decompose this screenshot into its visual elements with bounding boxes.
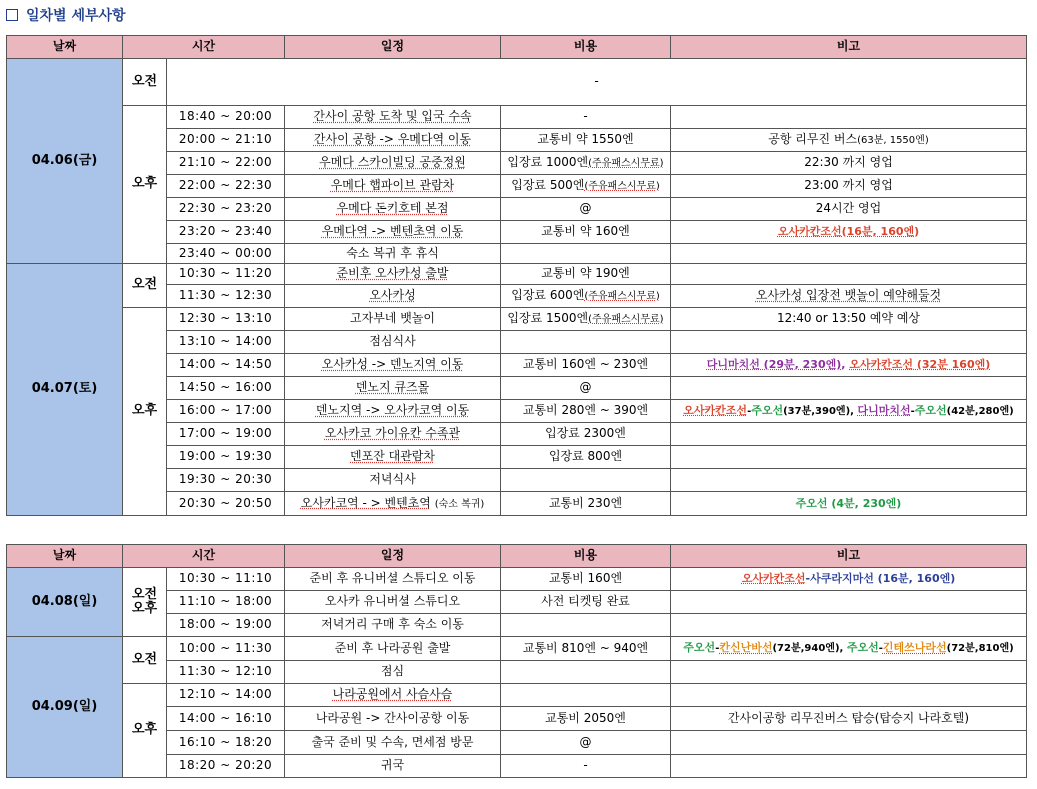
cost-cell: 교통비 810엔 ~ 940엔 [501,637,671,661]
time-cell: 10:30 ~ 11:10 [167,568,285,591]
table-row [7,308,1027,331]
time-cell: 14:00 ~ 14:50 [167,354,285,377]
header-date: 날짜 [7,545,123,568]
time-cell: 13:10 ~ 14:00 [167,331,285,354]
schedule-cell: 저녁식사 [285,469,501,492]
period-pm: 오후 [123,308,167,516]
section-title [6,4,126,26]
note-cell [671,684,1027,707]
period-ampm: 오전 오후 [123,568,167,637]
time-cell: 22:00 ~ 22:30 [167,175,285,198]
cost-cell [501,244,671,264]
time-cell: 18:20 ~ 20:20 [167,755,285,778]
header-time: 시간 [123,36,285,59]
schedule-cell: 고자부네 뱃놀이 [285,308,501,331]
note-cell [671,731,1027,755]
cost-cell: 교통비 2050엔 [501,707,671,731]
date-cell: 04.09(일) [7,637,123,778]
checkbox-square-icon [6,9,18,21]
schedule-table-2 [6,544,1027,778]
time-cell: 19:30 ~ 20:30 [167,469,285,492]
note-cell: 오사카칸조선-사쿠라지마선 (16분, 160엔) [671,568,1027,591]
cost-cell: @ [501,198,671,221]
schedule-cell: 우메다 스카이빌딩 공중정원 [285,152,501,175]
schedule-cell: 저녁거리 구매 후 숙소 이동 [285,614,501,637]
am-empty-cell: - [167,59,1027,106]
note-cell: 오사카칸조선(16분, 160엔) [671,221,1027,244]
header-time: 시간 [123,545,285,568]
schedule-cell: 준비후 오사카성 출발 [285,264,501,285]
note-cell [671,755,1027,778]
cost-cell: 입장료 800엔 [501,446,671,469]
header-schedule: 일정 [285,545,501,568]
schedule-cell: 점심식사 [285,331,501,354]
schedule-cell: 오사카코역 - > 벤텐초역 (숙소 복귀) [285,492,501,516]
schedule-cell: 준비 후 나라공원 출발 [285,637,501,661]
schedule-cell: 나라공원에서 사슴사슴 [285,684,501,707]
schedule-table-1 [6,35,1027,516]
table-row [7,264,1027,285]
table-row [7,684,1027,707]
schedule-cell: 귀국 [285,755,501,778]
cost-cell: 교통비 160엔 [501,568,671,591]
time-cell: 11:10 ~ 18:00 [167,591,285,614]
table-row [7,637,1027,661]
time-cell: 16:00 ~ 17:00 [167,400,285,423]
cost-cell: 교통비 230엔 [501,492,671,516]
cost-cell: - [501,755,671,778]
note-cell [671,264,1027,285]
schedule-cell: 덴포잔 대관람차 [285,446,501,469]
table-row [7,568,1027,591]
cost-cell: 입장료 600엔(주유패스시무료) [501,285,671,308]
schedule-cell: 나라공원 -> 간사이공항 이동 [285,707,501,731]
time-cell: 12:10 ~ 14:00 [167,684,285,707]
header-note: 비고 [671,36,1027,59]
period-am: 오전 [123,264,167,308]
time-cell: 23:20 ~ 23:40 [167,221,285,244]
cost-cell: 교통비 약 190엔 [501,264,671,285]
header-note: 비고 [671,545,1027,568]
note-cell [671,591,1027,614]
note-cell: 23:00 까지 영업 [671,175,1027,198]
time-cell: 10:30 ~ 11:20 [167,264,285,285]
schedule-cell: 오사카 유니버셜 스튜디오 [285,591,501,614]
time-cell: 18:40 ~ 20:00 [167,106,285,129]
time-cell: 16:10 ~ 18:20 [167,731,285,755]
cost-cell [501,331,671,354]
time-cell: 12:30 ~ 13:10 [167,308,285,331]
schedule-cell: 덴노지역 -> 오사카코역 이동 [285,400,501,423]
note-cell [671,377,1027,400]
time-cell: 23:40 ~ 00:00 [167,244,285,264]
header-row [7,545,1027,568]
header-cost: 비용 [501,545,671,568]
period-pm: 오후 [123,106,167,264]
schedule-cell: 덴노지 큐즈몰 [285,377,501,400]
schedule-cell: 숙소 복귀 후 휴식 [285,244,501,264]
note-cell: 22:30 까지 영업 [671,152,1027,175]
time-cell: 18:00 ~ 19:00 [167,614,285,637]
schedule-cell: 오사카성 [285,285,501,308]
time-cell: 10:00 ~ 11:30 [167,637,285,661]
header-schedule: 일정 [285,36,501,59]
period-pm: 오후 [123,684,167,778]
note-cell [671,446,1027,469]
note-cell [671,661,1027,684]
note-cell [671,469,1027,492]
date-cell: 04.06(금) [7,59,123,264]
section-title-text: 일차별 세부사항 [26,8,126,24]
note-cell [671,423,1027,446]
note-cell: 12:40 or 13:50 예약 예상 [671,308,1027,331]
table-row [7,59,1027,106]
cost-cell [501,614,671,637]
time-cell: 14:00 ~ 16:10 [167,707,285,731]
table-row [7,106,1027,129]
cost-cell: 교통비 약 1550엔 [501,129,671,152]
cost-cell: 교통비 280엔 ~ 390엔 [501,400,671,423]
time-cell: 11:30 ~ 12:10 [167,661,285,684]
period-am: 오전 [123,59,167,106]
time-cell: 19:00 ~ 19:30 [167,446,285,469]
schedule-cell: 준비 후 유니버셜 스튜디오 이동 [285,568,501,591]
note-cell: 오사카칸조선-주오선(37분,390엔), 다니마치선-주오선(42분,280엔) [671,400,1027,423]
schedule-cell: 오사카코 가이유칸 수족관 [285,423,501,446]
cost-cell: @ [501,731,671,755]
note-cell [671,331,1027,354]
schedule-cell: 우메다 햅파이브 관람차 [285,175,501,198]
time-cell: 17:00 ~ 19:00 [167,423,285,446]
schedule-cell: 간사이 공항 도착 및 입국 수속 [285,106,501,129]
schedule-cell: 출국 준비 및 수속, 면세점 방문 [285,731,501,755]
cost-cell: 사전 티켓팅 완료 [501,591,671,614]
note-cell: 주오선-칸신난바선(72분,940엔), 주오선-긴테쓰나라선(72분,810엔) [671,637,1027,661]
cost-cell: - [501,106,671,129]
schedule-cell: 점심 [285,661,501,684]
cost-cell: @ [501,377,671,400]
time-cell: 20:00 ~ 21:10 [167,129,285,152]
note-cell: 주오선 (4분, 230엔) [671,492,1027,516]
cost-cell: 입장료 500엔(주유패스시무료) [501,175,671,198]
note-cell: 공항 리무진 버스(63분, 1550엔) [671,129,1027,152]
date-cell: 04.07(토) [7,264,123,516]
header-date: 날짜 [7,36,123,59]
note-cell [671,614,1027,637]
header-row [7,36,1027,59]
cost-cell [501,661,671,684]
time-cell: 14:50 ~ 16:00 [167,377,285,400]
cost-cell: 입장료 2300엔 [501,423,671,446]
cost-cell: 입장료 1500엔(주유패스시무료) [501,308,671,331]
note-cell: 오사카성 입장전 뱃놀이 예약해둘것 [671,285,1027,308]
schedule-cell: 오사카성 -> 덴노지역 이동 [285,354,501,377]
schedule-cell: 간사이 공항 -> 우메다역 이동 [285,129,501,152]
time-cell: 11:30 ~ 12:30 [167,285,285,308]
note-cell: 간사이공항 리무진버스 탑승(탑승지 나라호텔) [671,707,1027,731]
cost-cell [501,684,671,707]
date-cell: 04.08(일) [7,568,123,637]
time-cell: 22:30 ~ 23:20 [167,198,285,221]
period-am: 오전 [123,637,167,684]
schedule-cell: 우메다 돈키호테 본점 [285,198,501,221]
note-cell: 다니마치선 (29분, 230엔), 오사카칸조선 (32분 160엔) [671,354,1027,377]
cost-cell: 교통비 160엔 ~ 230엔 [501,354,671,377]
cost-cell: 입장료 1000엔(주유패스시무료) [501,152,671,175]
cost-cell: 교통비 약 160엔 [501,221,671,244]
note-cell: 24시간 영업 [671,198,1027,221]
note-cell [671,106,1027,129]
cost-cell [501,469,671,492]
time-cell: 20:30 ~ 20:50 [167,492,285,516]
schedule-cell: 우메다역 -> 벤텐초역 이동 [285,221,501,244]
time-cell: 21:10 ~ 22:00 [167,152,285,175]
header-cost: 비용 [501,36,671,59]
note-cell [671,244,1027,264]
